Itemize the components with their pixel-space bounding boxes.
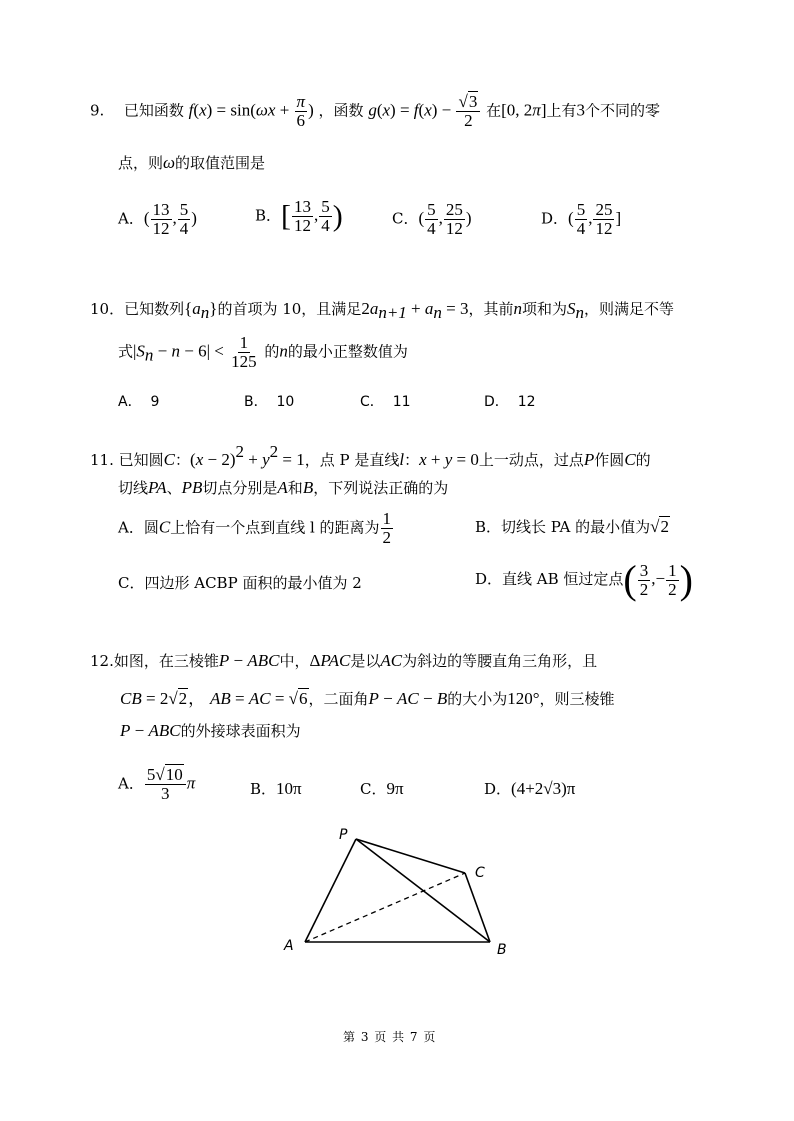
q9-option-b: B．[ $\frac{13}{12}$ , $\frac{5}{4}$ ) <box>255 197 343 235</box>
q9-text-6: 个不同的零 <box>585 101 661 120</box>
q10-option-c: C． 11 <box>360 394 411 410</box>
q12-line1: 12.如图，在三棱锥P − ABC中，ΔPAC是以AC为斜边的等腰直角三角形，且 <box>90 651 598 670</box>
q11-option-d: D．直线 AB 恒过定点( $\frac{3}{2}$ ,− $\frac{1}{2}$ ) <box>475 557 693 602</box>
q9-option-d: D．( $\frac{5}{4}$ , $\frac{25}{12}$ ] <box>541 200 622 238</box>
q11-line2: 切线PA、PB切点分别是A和B，下列说法正确的为 <box>118 478 449 497</box>
q10-line2-text: 式 <box>118 342 134 361</box>
edge-pc <box>356 839 465 873</box>
q9-option-a: A．( $\frac{13}{12}$ , $\frac{5}{4}$ ) <box>118 200 197 238</box>
q10-option-a: A． 9 <box>118 394 160 410</box>
q9-text-4: 上有 <box>546 101 577 120</box>
q9-text-1: 已知函数 <box>123 101 184 120</box>
q11-option-b: B．切线长 PA 的最小值为√2 <box>475 517 669 536</box>
q11-text-1: 已知圆 <box>118 451 164 469</box>
q10-line2c-text: 的最小正整数值为 <box>287 342 408 361</box>
q12-line3: P − ABC的外接球表面积为 <box>120 721 301 740</box>
q11-number: 11. <box>90 451 114 469</box>
q12-line2: CB = 2√2， AB = AC = √6，二面角P − AC − B的大小为120°，则三棱锥 <box>120 689 615 708</box>
q10-n: n <box>513 299 522 318</box>
q9-line2b-text: 的取值范围是 <box>175 154 266 172</box>
q10-option-b: B． 10 <box>244 394 295 410</box>
q9-count: 3 <box>576 100 586 120</box>
q12-option-b: B．10π <box>250 779 302 798</box>
q9-option-b-label: B． <box>255 206 282 225</box>
q9-option-c-label: C． <box>392 209 419 228</box>
q12-option-d: D．(4+2√3)π <box>484 779 576 798</box>
q9-omega: ω <box>163 153 176 172</box>
q10-line1: 10．已知数列$\{a_n\}$的首项为 10，且满足$2a_{n+1} + a_n = 3$，其前n项和为$S_n$，则满足不等 <box>90 299 675 322</box>
edge-ac-hidden <box>305 873 465 942</box>
q10-line2b-text: 的 <box>264 342 280 361</box>
q10-text-5: ，则满足不等 <box>584 300 675 318</box>
q9-sqrt3-over-2: $\frac{√3}{2}$ <box>456 93 480 130</box>
q11-option-a: A．圆C上恰有一个点到直线 l 的距离为 $\frac{1}{2}$ <box>118 509 392 547</box>
q11-line1: 11. 已知圆C：$(x - 2)^2 + y^2 = 1$，点 P 是直线l：x + y = 0上一动点，过点P作圆C的 <box>90 442 651 469</box>
q9-option-c: C．( $\frac{5}{4}$ , $\frac{25}{12}$ ) <box>392 200 472 238</box>
vertex-label-b: B <box>497 942 507 958</box>
q9-line2 <box>118 152 265 173</box>
q9-option-d-label: D． <box>541 209 569 228</box>
q9-f-def: f <box>188 100 194 120</box>
q9-number: 9. <box>90 101 105 120</box>
q9-line2-text: 点，则 <box>118 154 164 172</box>
q12-number: 12. <box>90 652 114 670</box>
page-footer: 第 3 页 共 7 页 <box>343 1030 437 1044</box>
q11-text-3: ，点 P 是直线 <box>304 451 400 469</box>
q12-option-c: C．9π <box>360 779 404 798</box>
q10-line2: 式$|S_n - n - 6|$ < $\frac{1}{125}$ 的n的最小正整数值为 <box>118 333 408 371</box>
q10-text-1: 已知数列 <box>124 300 185 318</box>
q10-number: 10． <box>90 300 125 318</box>
q12-option-a: A． $\frac{5√10}{3}$ π <box>118 765 196 803</box>
q10-option-d: D． 12 <box>484 394 536 410</box>
q10-text-3: ，其前 <box>468 300 514 318</box>
q9-text-3: 在 <box>486 101 502 120</box>
q11-option-c: C．四边形 ACBP 面积的最小值为 2 <box>118 574 362 592</box>
q10-text-4: 项和为 <box>522 300 568 318</box>
vertex-label-a: A <box>284 938 294 954</box>
q10-text-2: 的首项为 10，且满足 <box>217 300 362 318</box>
q10-fraction: $\frac{1}{125}$ <box>231 333 257 371</box>
q11-text-5: 上一动点，过点 <box>478 451 584 469</box>
edge-pa <box>305 839 356 942</box>
q12-pyramid-diagram <box>270 820 520 965</box>
vertex-label-c: C <box>475 865 485 881</box>
q9-text-2: ，函数 <box>318 101 364 120</box>
q9-pi-over-6: $\frac{\pi}{6}$ <box>296 92 306 130</box>
q9-option-a-label: A． <box>118 209 144 228</box>
vertex-label-p: P <box>339 827 348 843</box>
q9-line1: 9. 已知函数 f(x) = sin(ωx + $\frac{\pi}{6}$ ) ，函数 g(x) = f(x) − $\frac{√3}{2}$ 在[0, 2π]上有3个不同的零 <box>90 92 661 130</box>
